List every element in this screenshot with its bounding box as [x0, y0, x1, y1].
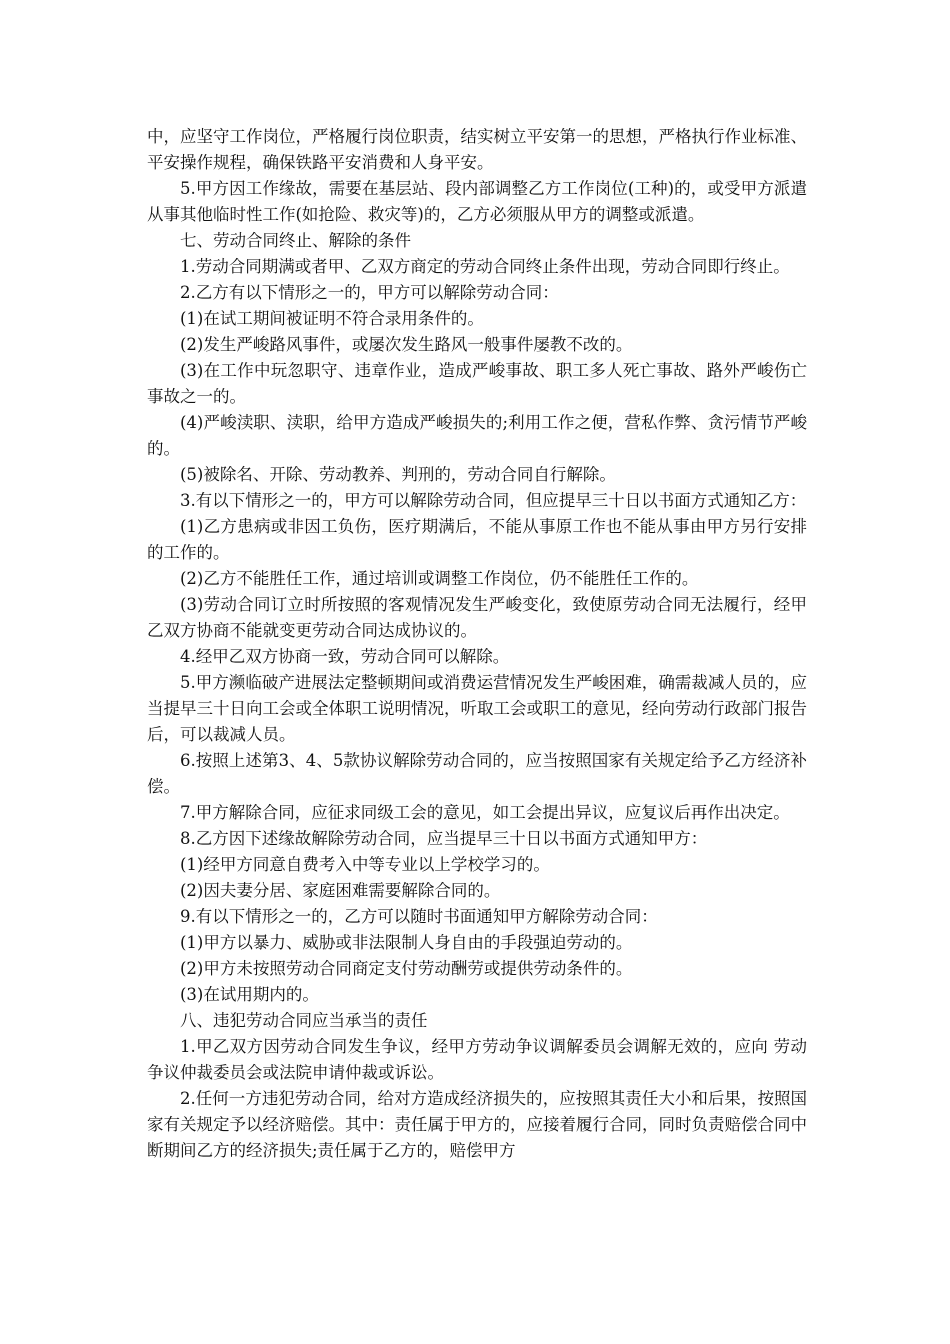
paragraph: 5.甲方濒临破产进展法定整顿期间或消费运营情况发生严峻困难，确需裁减人员的，应当提早三十日向工会或全体职工说明情况，听取工会或职工的意见，经向劳动行政部门报告后，可以裁减人员。: [147, 673, 807, 744]
paragraph: 2.乙方有以下情形之一的，甲方可以解除劳动合同：: [180, 283, 559, 302]
list-item: (2)因夫妻分居、家庭困难需要解除合同的。: [180, 881, 501, 900]
paragraph: 1.劳动合同期满或者甲、乙双方商定的劳动合同终止条件出现，劳动合同即行终止。: [180, 257, 790, 276]
list-item: (3)在试用期内的。: [180, 985, 319, 1004]
list-item: (3)劳动合同订立时所按照的客观情况发生严峻变化，致使原劳动合同无法履行，经甲乙双方协商不能就变更劳动合同达成协议的。: [147, 595, 807, 640]
list-item: (1)甲方以暴力、威胁或非法限制人身自由的手段强迫劳动的。: [180, 933, 633, 952]
list-item: (2)发生严峻路风事件，或屡次发生路风一般事件屡教不改的。: [180, 335, 633, 354]
paragraph: 2.任何一方违犯劳动合同，给对方造成经济损失的，应按照其责任大小和后果，按照国家有关规定予以经济赔偿。其中：责任属于甲方的，应接着履行合同，同时负责赔偿合同中断期间乙方的经济损失;责任属于乙方的，赔偿甲方: [147, 1089, 807, 1160]
paragraph: 3.有以下情形之一的，甲方可以解除劳动合同，但应提早三十日以书面方式通知乙方：: [180, 491, 807, 510]
paragraph: 8.乙方因下述缘故解除劳动合同，应当提早三十日以书面方式通知甲方：: [180, 829, 708, 848]
list-item: (5)被除名、开除、劳动教养、判刑的，劳动合同自行解除。: [180, 465, 616, 484]
paragraph: 1.甲乙双方因劳动合同发生争议，经甲方劳动争议调解委员会调解无效的，应向 劳动争议仲裁委员会或法院申请仲裁或诉讼。: [147, 1037, 807, 1082]
list-item: (3)在工作中玩忽职守、违章作业，造成严峻事故、职工多人死亡事故、路外严峻伤亡事故之一的。: [147, 361, 807, 406]
list-item: (1)经甲方同意自费考入中等专业以上学校学习的。: [180, 855, 550, 874]
section-heading: 八、违犯劳动合同应当承当的责任: [180, 1011, 428, 1030]
paragraph: 中，应坚守工作岗位，严格履行岗位职责，结实树立平安第一的思想，严格执行作业标准、平安操作规程，确保铁路平安消费和人身平安。: [147, 127, 807, 172]
list-item: (1)在试工期间被证明不符合录用条件的。: [180, 309, 484, 328]
list-item: (2)乙方不能胜任工作，通过培训或调整工作岗位，仍不能胜任工作的。: [180, 569, 699, 588]
paragraph: 7.甲方解除合同，应征求同级工会的意见，如工会提出异议，应复议后再作出决定。: [180, 803, 790, 822]
list-item: (1)乙方患病或非因工负伤，医疗期满后，不能从事原工作也不能从事由甲方另行安排的工作的。: [147, 517, 807, 562]
paragraph: 4.经甲乙双方协商一致，劳动合同可以解除。: [180, 647, 510, 666]
list-item: (2)甲方未按照劳动合同商定支付劳动酬劳或提供劳动条件的。: [180, 959, 633, 978]
paragraph: 6.按照上述第3、4、5款协议解除劳动合同的，应当按照国家有关规定给予乙方经济补偿。: [147, 751, 807, 796]
paragraph: 5.甲方因工作缘故，需要在基层站、段内部调整乙方工作岗位(工种)的，或受甲方派遣从事其他临时性工作(如抢险、救灾等)的，乙方必须服从甲方的调整或派遣。: [147, 179, 807, 224]
section-heading: 七、劳动合同终止、解除的条件: [180, 231, 411, 250]
list-item: (4)严峻渎职、渎职，给甲方造成严峻损失的;利用工作之便，营私作弊、贪污情节严峻的。: [147, 413, 807, 458]
paragraph: 9.有以下情形之一的，乙方可以随时书面通知甲方解除劳动合同：: [180, 907, 658, 926]
document-body: [147, 124, 807, 1164]
